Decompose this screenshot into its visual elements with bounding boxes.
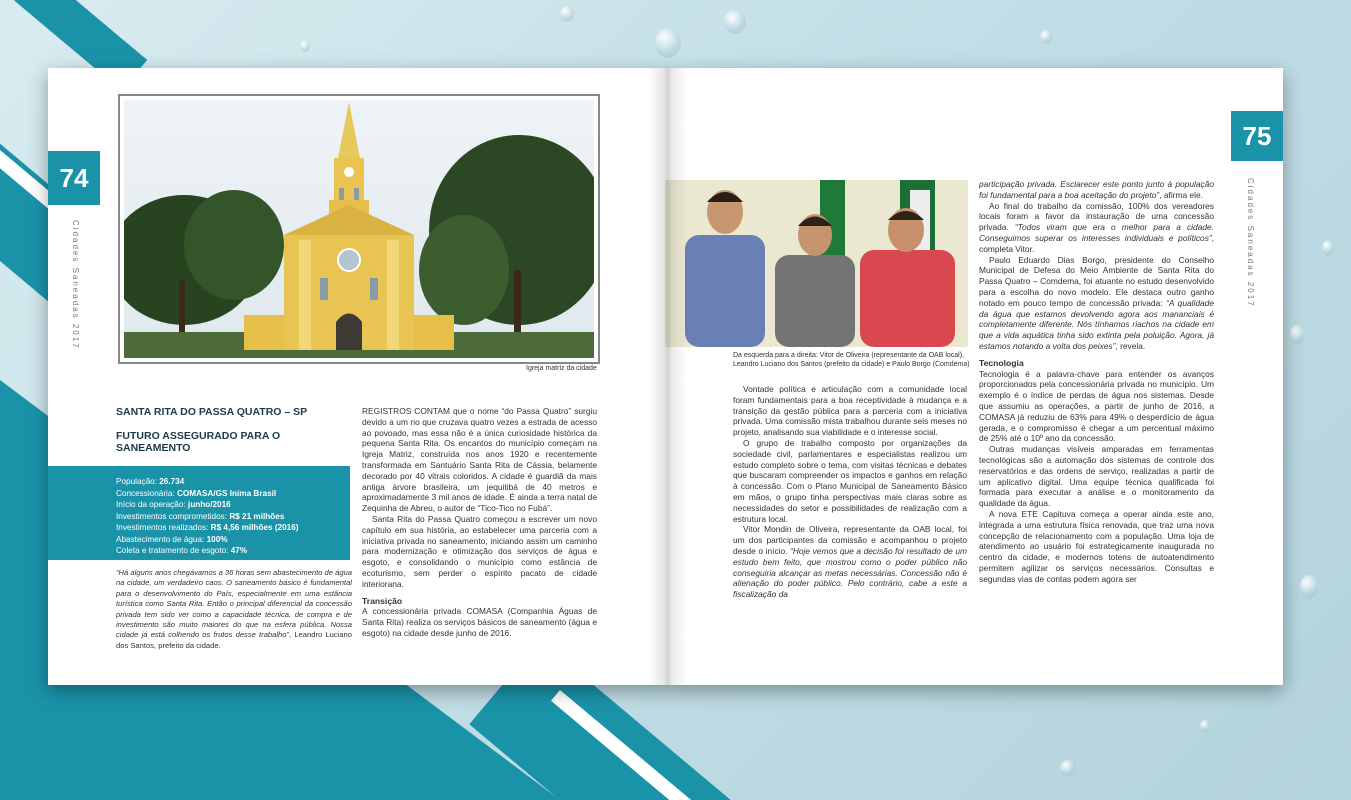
paragraph: Ao final do trabalho da comissão, 100% dos vereadores locais foram a favor da instauração de uma concessão privada. “Todos viram que era o melhor para a cidade. Conseguimos superar os interesses individuais e políticos”, completa Vitor. bbox=[979, 200, 1214, 254]
church-photo bbox=[118, 94, 600, 364]
paragraph: Vitor Mondin de Oliveira, representante da OAB local, foi um dos participantes da comissão e acompanhou o projeto desde o início. “Hoje vemos que a decisão foi resultado de um estudo bem feito, que mostrou como o poder público não conseguiria alcançar as metas necessárias. Concessão não é alienação do poder público. Pelo contrário, cabe a este a fiscalização da bbox=[733, 524, 967, 600]
paragraph: Tecnologia é a palavra-chave para entender os avanços proporcionados pela concessionária privada no município. Um exemplo é o índice de perdas de água nos sistemas. Desde que assumiu as operações, a partir de junho de 2016, a COMASA já reduziu de 63% para 49% o desperdício de água gerada, e o compromisso é chegar a um percentual máximo de 25% até o 10º ano da concessão. bbox=[979, 368, 1214, 444]
fact-row: Investimentos comprometidos: R$ 21 milhões bbox=[116, 511, 285, 521]
paragraph: REGISTROS CONTAM que o nome “do Passa Quatro” surgiu devido a um rio que cruzava quatro vezes a estrada de acesso ao povoado, mas essa não é a única curiosidade histórica da pequena Santa Rita. Os encantos do município começam na Igreja Matriz, construída nos anos 1920 e recentemente transformada em Santuário Santa Rita de Cássia, belamente decorado por 40 vitrais coloridos. A cidade é guardiã da mais antiga árvore brasileira, um jequitibá de 40 metros e aproximadamente 3 mil anos de idade. É ainda a terra natal de Zequinha de Abreu, o autor de “Tico-Tico no Fubá”. bbox=[362, 406, 598, 514]
paragraph: Paulo Eduardo Dias Borgo, presidente do Conselho Municipal de Defesa do Meio Ambiente de Santa Rita do Passa Quatro – Comdema, foi atuante no estudo desenvolvido para a escolha do novo modelo. Ele destaca outro ganho notado em pouco tempo de concessão privada: “A qualidade da água que estamos devolvendo agora aos mananciais é completamente diferente. Nós tínhamos riachos na cidade em que a vida aquática tinha sido extinta pela poluição. Agora, já estamos notando a volta dos peixes”, revela. bbox=[979, 254, 1214, 351]
paragraph: Vontade política e articulação com a comunidade local foram fundamentais para a boa receptividade à mudança e a transição da gestão pública para a parceria com a iniciativa privada. Uma comissão mista trabalhou durante seis meses no projeto, analisando sua viabilidade e o interesse social. bbox=[733, 384, 967, 438]
city-heading: SANTA RITA DO PASSA QUATRO – SP bbox=[116, 406, 308, 418]
water-drop bbox=[1290, 325, 1304, 345]
water-drop bbox=[724, 10, 746, 34]
paragraph: A nova ETE Capituva começa a operar ainda este ano, integrada a uma estrutura física renovada, que traz uma nova concepção de relacionamento com a população. Uma loja de atendimento ao usuário foi estrategicamente inaugurada no centro da cidade, e modernos totens de autoatendimento permitem agilizar os serviços necessários. Consultas e segundas vias de contas podem agora ser bbox=[979, 508, 1214, 584]
magazine-spread bbox=[48, 68, 1283, 685]
paragraph: A concessionária privada COMASA (Companhia Águas de Santa Rita) realiza os serviços básicos de saneamento (água e esgoto) na cidade desde junho de 2016. bbox=[362, 606, 597, 638]
fact-row: População: 26.734 bbox=[116, 477, 185, 486]
group-photo bbox=[665, 180, 968, 347]
water-drop bbox=[300, 40, 310, 52]
fact-row: Concessionária: COMASA/GS Inima Brasil bbox=[116, 488, 277, 498]
facts-list bbox=[116, 476, 299, 557]
water-drop bbox=[1300, 575, 1318, 599]
left-page bbox=[48, 68, 665, 685]
article-column-2 bbox=[362, 406, 597, 639]
water-drop bbox=[1060, 760, 1076, 776]
paragraph: participação privada. Esclarecer este ponto junto à população foi fundamental para a boa aceitação do projeto”, afirma ele. bbox=[979, 179, 1214, 200]
section-heading: Transição bbox=[362, 595, 403, 606]
paragraph: Outras mudanças visíveis amparadas em ferramentas tecnológicas são a automação dos sistemas de controle dos reservatórios e das ordens de serviço, realizadas a partir de um aplicativo digital. Uma equipe técnica qualificada foi formada para executar a análise e o monitoramento da qualidade da água. bbox=[979, 444, 1214, 509]
fact-row: Coleta e tratamento de esgoto: 47% bbox=[116, 546, 248, 555]
people-illustration bbox=[665, 180, 968, 347]
fact-row: Início da operação: junho/2016 bbox=[116, 500, 231, 509]
page-number: 75 bbox=[1231, 111, 1283, 161]
photo-caption: Igreja matriz da cidade bbox=[526, 365, 597, 372]
article-column-2 bbox=[979, 179, 1214, 584]
water-drop bbox=[1322, 240, 1334, 256]
fact-row: Investimentos realizados: R$ 4,56 milhões (2016) bbox=[116, 523, 299, 532]
water-drop bbox=[1040, 30, 1052, 44]
water-drop bbox=[655, 28, 681, 58]
section-heading: Tecnologia bbox=[979, 357, 1024, 368]
water-drop bbox=[560, 6, 574, 22]
water-drop bbox=[1200, 720, 1210, 732]
running-title: Cidades Saneadas 2017 bbox=[1246, 178, 1255, 308]
paragraph: O grupo de trabalho composto por organizações da sociedade civil, parlamentares e especialistas realizou um estudo completo sobre o tema, com visitas técnicas e debates que buscaram compreender os impactos e ganhos em relação à concessão. Com o Plano Municipal de Saneamento Básico em mãos, o grupo tinha perspectivas mais claras sobre as necessidades do setor e possibilidades de realização com a estrutura local. bbox=[733, 437, 967, 524]
running-title: Cidades Saneadas 2017 bbox=[71, 220, 80, 350]
fact-row: Abastecimento de água: 100% bbox=[116, 534, 228, 544]
article-subtitle: FUTURO ASSEGURADO PARA O SANEAMENTO bbox=[116, 430, 281, 454]
page-number: 74 bbox=[48, 151, 100, 205]
church-illustration bbox=[124, 100, 594, 358]
right-page bbox=[665, 68, 1283, 685]
photo-caption: Da esquerda para a direita: Vitor de Oliveira (representante da OAB local), Leandro Luciano dos Santos (prefeito da cidade) e Paulo Borgo (Comdema) bbox=[733, 352, 970, 368]
mayor-quote: “Há alguns anos chegávamos a 36 horas sem abastecimento de água na cidade, um verdadeiro caos. O saneamento básico é fundamental para o desenvolvimento do País, especialmente em uma estância turística como Santa Rita. Então o principal diferencial da concessão privada tem sido ver como a capacidade técnica, de compra e de investimento são muito maiores do que na esfera pública. Nossa cidade já está colhendo os frutos desse trabalho”, Leandro Luciano dos Santos, prefeito da cidade. bbox=[116, 568, 352, 650]
paragraph: Santa Rita do Passa Quatro começou a escrever um novo capítulo em sua história, ao estabelecer uma parceria com a iniciativa privada no saneamento, iniciando assim um caminho para modernização e otimização dos serviços de água e esgoto, e consolidando o município como estância de ecoturismo, sem perder o espírito pacato de cidade interiorana. bbox=[362, 513, 597, 589]
article-column-1 bbox=[733, 384, 967, 600]
